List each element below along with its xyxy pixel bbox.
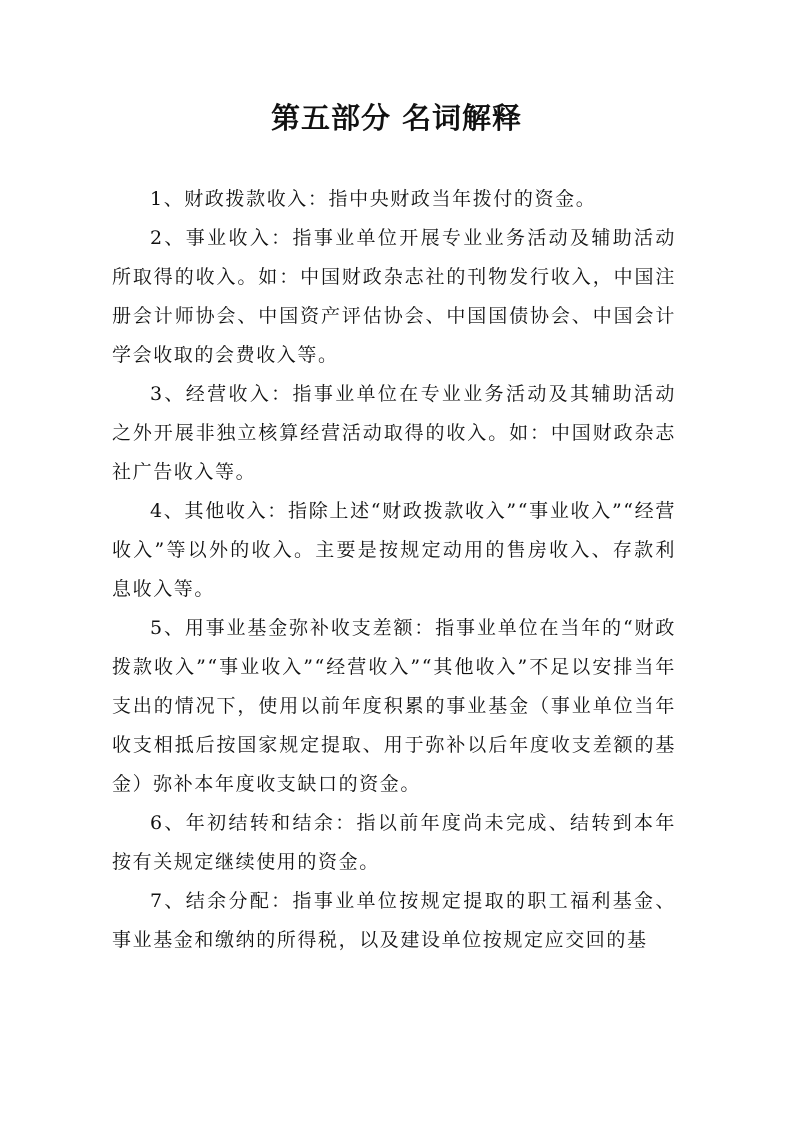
paragraph-operating-income: 3、经营收入：指事业单位在专业业务活动及其辅助活动之外开展非独立核算经营活动取得的收入。如：中国财政杂志社广告收入等。 bbox=[112, 383, 676, 483]
page-title: 第五部分 名词解释 bbox=[270, 101, 523, 135]
paragraph-business-fund-offset: 5、用事业基金弥补收支差额：指事业单位在当年的“财政拨款收入”“事业收入”“经营收入”“其他收入”不足以安排当年支出的情况下，使用以前年度积累的事业基金（事业单位当年收支相抵后按国家规定提取、用于弥补以后年度收支差额的基金）弥补本年度收支缺口的资金。 bbox=[112, 617, 676, 795]
paragraph-fiscal-appropriation-income: 1、财政拨款收入：指中央财政当年拨付的资金。 bbox=[150, 188, 597, 210]
paragraph-carryover-balance: 6、年初结转和结余：指以前年度尚未完成、结转到本年按有关规定继续使用的资金。 bbox=[112, 812, 676, 873]
document-body bbox=[112, 180, 676, 960]
paragraph-business-income: 2、事业收入：指事业单位开展专业业务活动及辅助活动所取得的收入。如：中国财政杂志社的刊物发行收入，中国注册会计师协会、中国资产评估协会、中国国债协会、中国会计学会收取的会费收入等。 bbox=[112, 227, 676, 366]
paragraph-other-income: 4、其他收入：指除上述“财政拨款收入”“事业收入”“经营收入”等以外的收入。主要是按规定动用的售房收入、存款利息收入等。 bbox=[112, 500, 676, 600]
paragraph-surplus-distribution: 7、结余分配：指事业单位按规定提取的职工福利基金、事业基金和缴纳的所得税，以及建设单位按规定应交回的基 bbox=[112, 890, 676, 951]
